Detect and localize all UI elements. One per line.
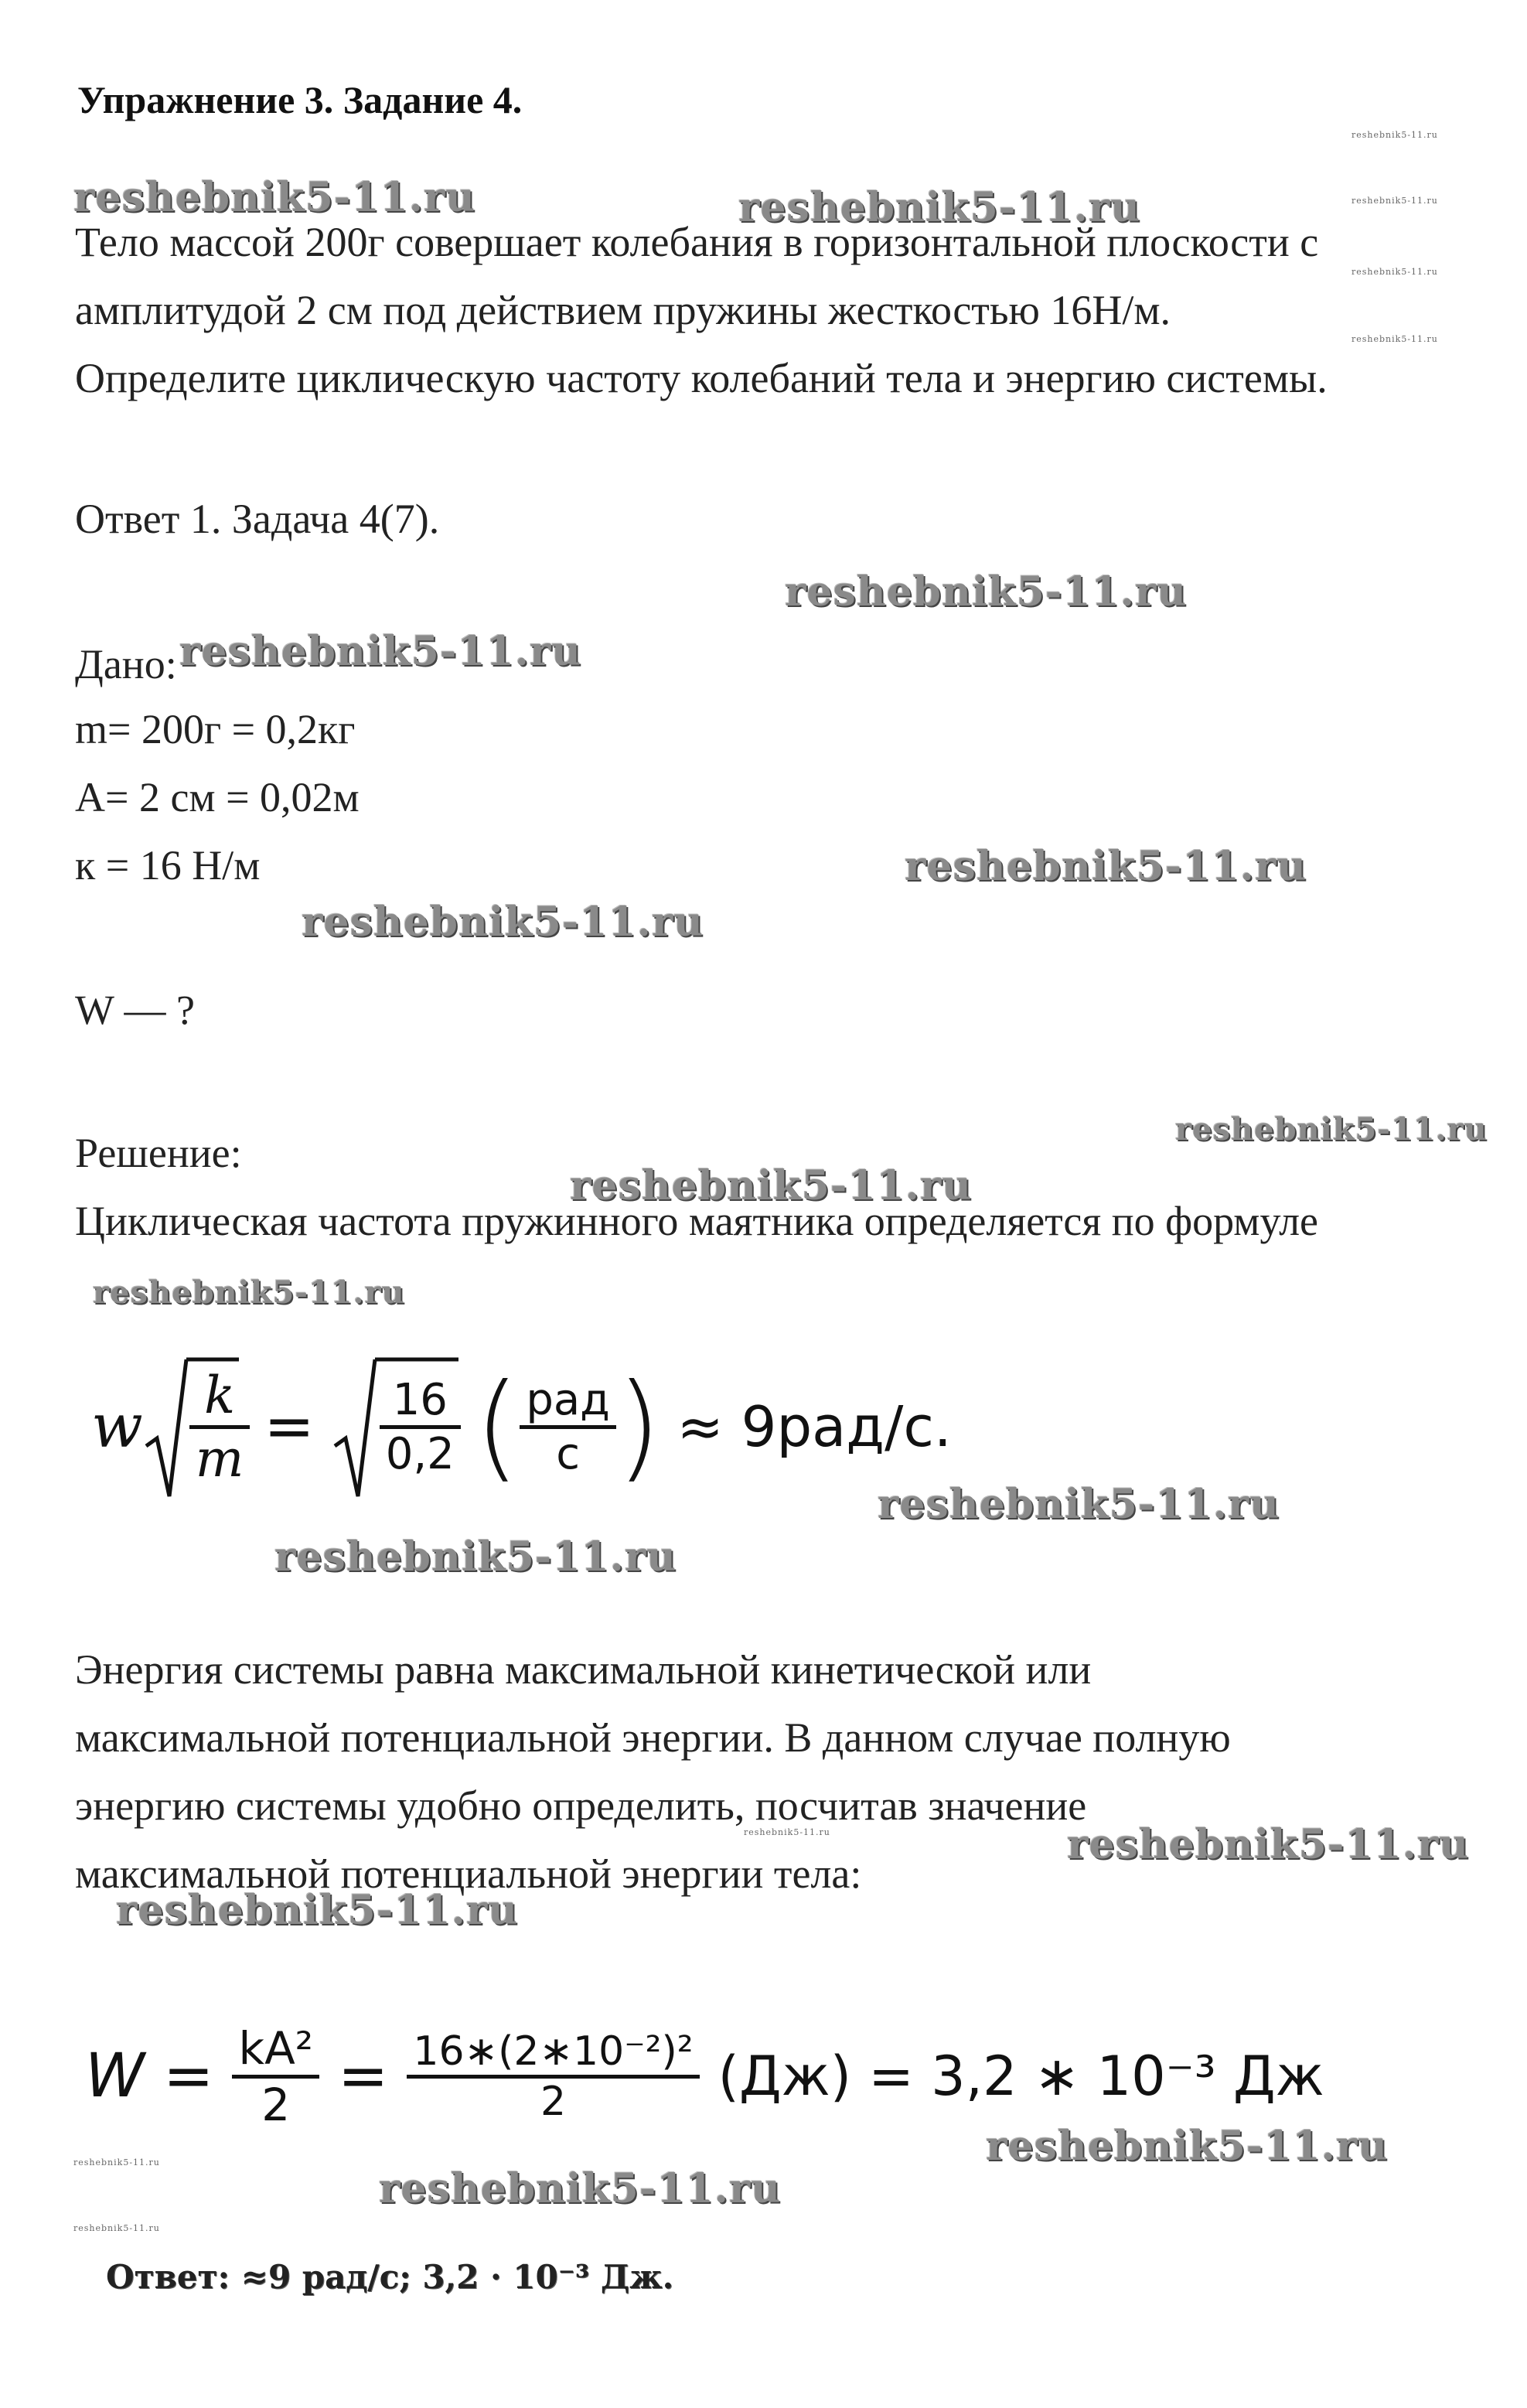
energy-line-3: энергию системы удобно определить, посчитав значение xyxy=(75,1782,1087,1829)
watermark: reshebnik5-11.ru xyxy=(302,899,704,946)
numerator-16: 16 xyxy=(392,1374,448,1425)
numerator-numeric: 16∗(2∗10⁻²)² xyxy=(413,2028,694,2075)
equals-sign: = xyxy=(264,1392,315,1462)
tiny-watermark: reshebnik5-11.ru xyxy=(1351,267,1438,277)
solution-label: Решение: xyxy=(75,1130,242,1176)
denominator-2b: 2 xyxy=(540,2078,567,2125)
watermark: reshebnik5-11.ru xyxy=(93,1274,405,1311)
watermark: reshebnik5-11.ru xyxy=(274,1533,677,1581)
page-title: Упражнение 3. Задание 4. xyxy=(77,78,523,121)
right-paren: ) xyxy=(615,1359,662,1494)
denominator-0-2: 0,2 xyxy=(385,1428,455,1479)
unit-fraction xyxy=(520,1375,616,1479)
sqrt-sign-1 xyxy=(146,1353,186,1500)
m-symbol: m xyxy=(195,1428,244,1489)
given-amplitude: A= 2 см = 0,02м xyxy=(75,774,360,820)
final-answer: Ответ: ≈9 рад/с; 3,2 · 10⁻³ Дж. xyxy=(106,2258,674,2296)
watermark: reshebnik5-11.ru xyxy=(1067,1821,1470,1868)
watermark: reshebnik5-11.ru xyxy=(179,628,582,675)
given-stiffness: к = 16 Н/м xyxy=(75,842,261,889)
tiny-watermark: reshebnik5-11.ru xyxy=(1351,334,1438,344)
tiny-watermark: reshebnik5-11.ru xyxy=(73,2223,160,2233)
watermark: reshebnik5-11.ru xyxy=(905,843,1307,890)
kA2-fraction xyxy=(232,2022,319,2131)
k-over-m-fraction xyxy=(189,1366,251,1489)
frequency-formula xyxy=(91,1349,952,1504)
watermark: reshebnik5-11.ru xyxy=(738,184,1141,231)
watermark: reshebnik5-11.ru xyxy=(379,2165,782,2212)
numeric-fraction xyxy=(380,1375,461,1479)
unit-rad: рад xyxy=(526,1374,610,1425)
problem-line-1: Тело массой 200г совершает колебания в горизонтальной плоскости с xyxy=(75,219,1319,265)
numerator-kA2: kA² xyxy=(238,2021,313,2075)
left-paren: ( xyxy=(474,1359,520,1494)
energy-line-1: Энергия системы равна максимальной кинетической или xyxy=(75,1646,1092,1693)
energy-line-2: максимальной потенциальной энергии. В данном случае полную xyxy=(75,1714,1231,1761)
equals-sign-2: = xyxy=(338,2041,389,2111)
unit-s: с xyxy=(556,1428,580,1479)
watermark: reshebnik5-11.ru xyxy=(570,1162,973,1209)
watermark: reshebnik5-11.ru xyxy=(986,2123,1389,2170)
problem-line-3: Определите циклическую частоту колебаний тела и энергию системы. xyxy=(75,355,1328,401)
watermark: reshebnik5-11.ru xyxy=(73,174,476,221)
tiny-watermark: reshebnik5-11.ru xyxy=(744,1827,830,1837)
sqrt-sign-2 xyxy=(335,1353,375,1500)
equals-sign: = xyxy=(163,2041,214,2111)
omega-symbol: w xyxy=(91,1392,143,1462)
given-label: Дано: xyxy=(75,641,177,687)
answer-heading: Ответ 1. Задача 4(7). xyxy=(75,496,440,542)
energy-result: (Дж) = 3,2 ∗ 10⁻³ Дж xyxy=(717,2045,1324,2108)
watermark: reshebnik5-11.ru xyxy=(878,1481,1280,1528)
watermark: reshebnik5-11.ru xyxy=(785,568,1188,616)
energy-line-4: максимальной потенциальной энергии тела: xyxy=(75,1850,862,1897)
denominator-2: 2 xyxy=(261,2078,291,2131)
watermark: reshebnik5-11.ru xyxy=(116,1887,519,1934)
watermark: reshebnik5-11.ru xyxy=(1175,1111,1488,1148)
energy-symbol: W xyxy=(85,2041,145,2111)
numeric-energy-fraction xyxy=(407,2028,699,2125)
k-symbol: k xyxy=(204,1365,236,1425)
frequency-result: ≈ 9рад/с. xyxy=(677,1394,952,1459)
given-mass: m= 200г = 0,2кг xyxy=(75,706,356,752)
tiny-watermark: reshebnik5-11.ru xyxy=(73,2157,160,2168)
find-item: W — ? xyxy=(75,987,195,1033)
tiny-watermark: reshebnik5-11.ru xyxy=(1351,196,1438,206)
problem-line-2: амплитудой 2 см под действием пружины жесткостью 16Н/м. xyxy=(75,287,1171,333)
tiny-watermark: reshebnik5-11.ru xyxy=(1351,130,1438,140)
solution-intro: Циклическая частота пружинного маятника определяется по формуле xyxy=(75,1198,1319,1244)
